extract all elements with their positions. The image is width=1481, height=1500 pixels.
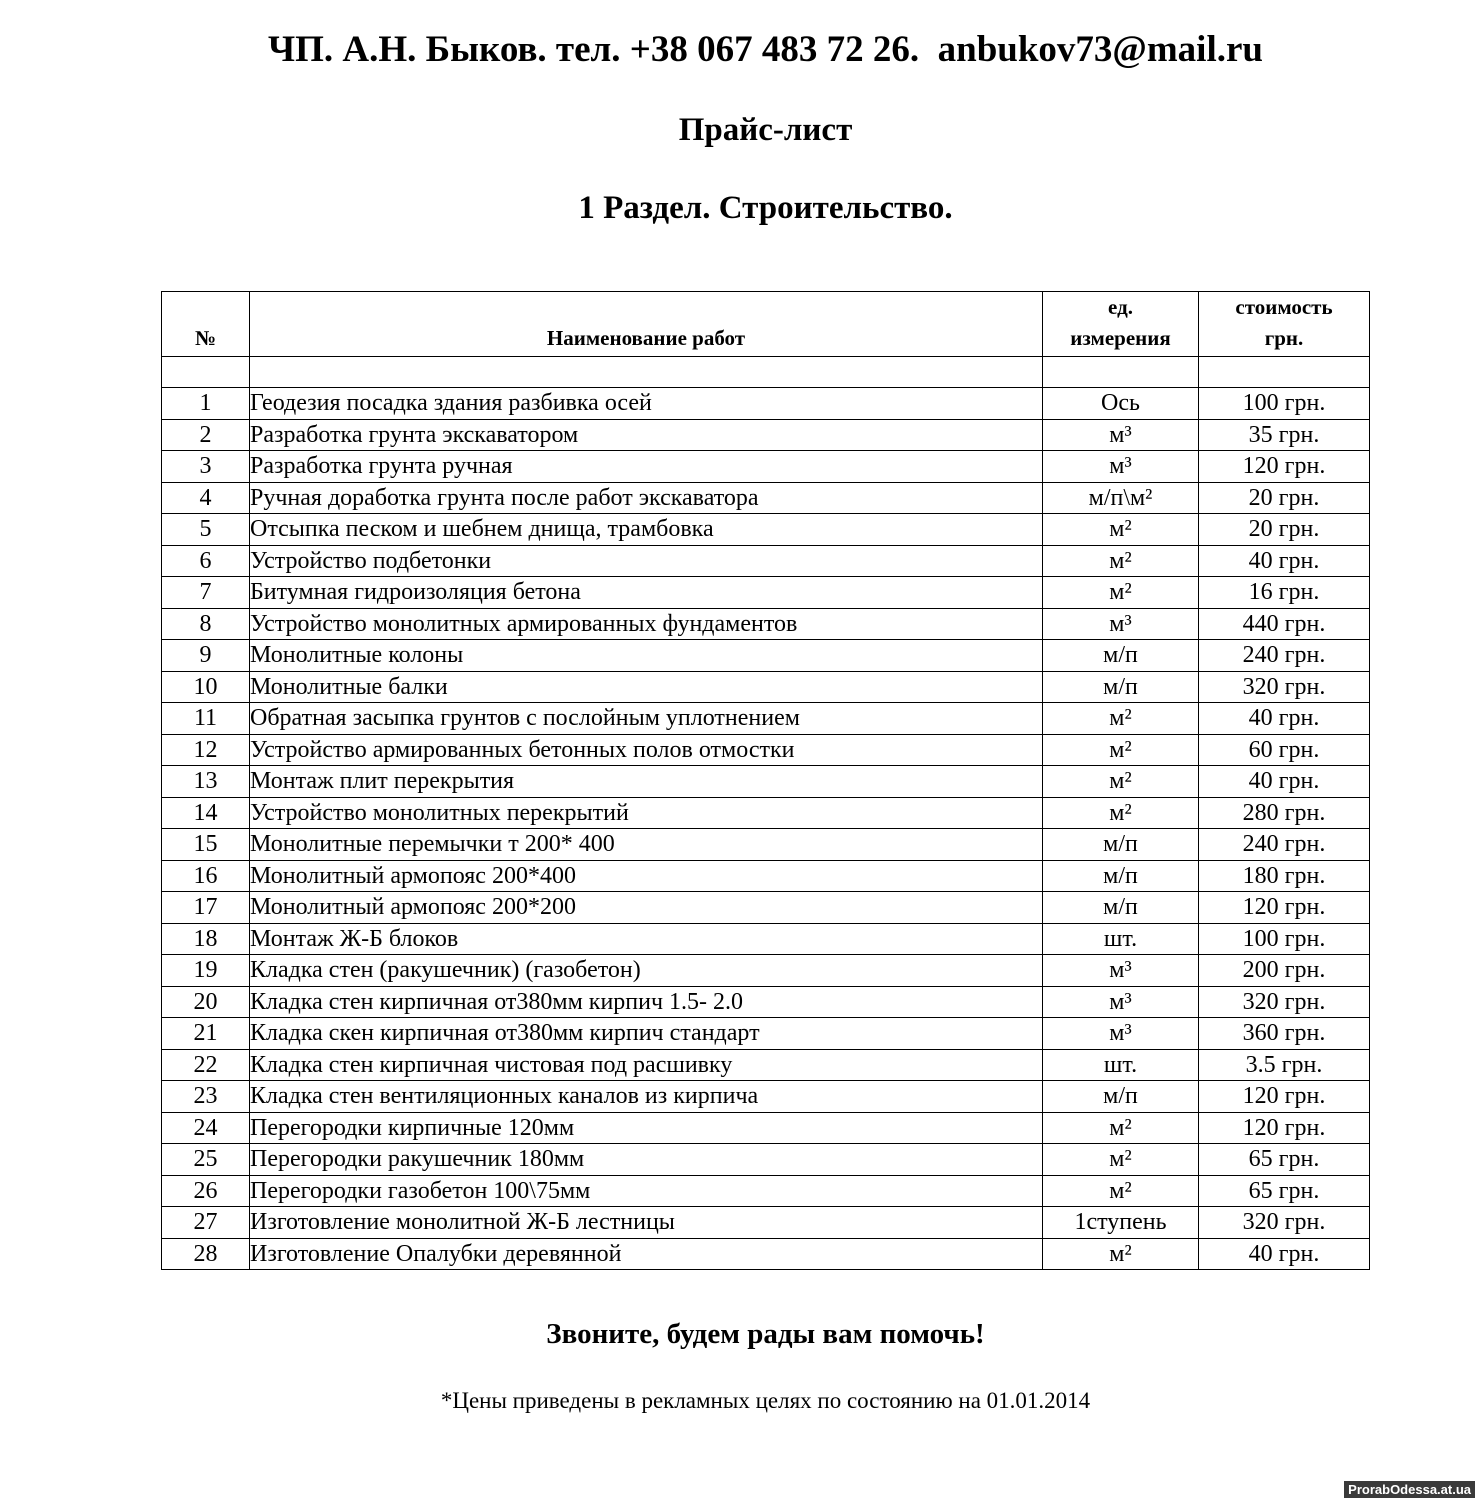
- work-name-cell: Изготовление монолитной Ж-Б лестницы: [250, 1207, 1043, 1239]
- unit-cell: шт.: [1043, 1049, 1199, 1081]
- work-name-cell: Кладка стен кирпичная чистовая под расшивку: [250, 1049, 1043, 1081]
- unit-cell: м²: [1043, 514, 1199, 546]
- row-number-cell: 4: [162, 482, 250, 514]
- table-row: [162, 1238, 1370, 1270]
- row-number-cell: 20: [162, 986, 250, 1018]
- cost-cell: 120 грн.: [1199, 451, 1370, 483]
- unit-cell: м²: [1043, 797, 1199, 829]
- price-date-note: *Цены приведены в рекламных целях по состоянию на 01.01.2014: [440, 1388, 1091, 1413]
- row-number-cell: 13: [162, 766, 250, 798]
- column-header-work-name: Наименование работ: [250, 292, 1043, 357]
- work-name-cell: Отсыпка песком и шебнем днища, трамбовка: [250, 514, 1043, 546]
- cost-cell: 320 грн.: [1199, 986, 1370, 1018]
- work-name-cell: Обратная засыпка грунтов с послойным уплотнением: [250, 703, 1043, 735]
- unit-cell: м²: [1043, 1144, 1199, 1176]
- table-row: [162, 1112, 1370, 1144]
- unit-cell: 1ступень: [1043, 1207, 1199, 1239]
- cost-cell: 120 грн.: [1199, 892, 1370, 924]
- site-watermark: ProrabOdessa.at.ua: [1344, 1481, 1475, 1498]
- row-number-cell: 24: [162, 1112, 250, 1144]
- unit-cell: м/п: [1043, 640, 1199, 672]
- table-row: [162, 1175, 1370, 1207]
- table-row: [162, 955, 1370, 987]
- unit-cell: м/п: [1043, 860, 1199, 892]
- unit-cell: м²: [1043, 703, 1199, 735]
- row-number-cell: 15: [162, 829, 250, 861]
- table-row: [162, 1018, 1370, 1050]
- row-number-cell: 19: [162, 955, 250, 987]
- unit-cell: м²: [1043, 577, 1199, 609]
- table-row: [162, 734, 1370, 766]
- unit-cell: м²: [1043, 734, 1199, 766]
- row-number-cell: 11: [162, 703, 250, 735]
- table-row: [162, 829, 1370, 861]
- table-row: [162, 1049, 1370, 1081]
- table-row: [162, 1081, 1370, 1113]
- unit-cell: м²: [1043, 545, 1199, 577]
- spacer-cell: [250, 357, 1043, 388]
- cost-cell: 20 грн.: [1199, 514, 1370, 546]
- row-number-cell: 12: [162, 734, 250, 766]
- row-number-cell: 28: [162, 1238, 250, 1270]
- work-name-cell: Монолитный армопояс 200*400: [250, 860, 1043, 892]
- cost-cell: 65 грн.: [1199, 1144, 1370, 1176]
- work-name-cell: Устройство монолитных перекрытий: [250, 797, 1043, 829]
- unit-cell: Ось: [1043, 388, 1199, 420]
- row-number-cell: 18: [162, 923, 250, 955]
- table-row: [162, 1144, 1370, 1176]
- unit-cell: м/п: [1043, 671, 1199, 703]
- column-header-cost: [1199, 292, 1370, 357]
- table-row: [162, 640, 1370, 672]
- row-number-cell: 6: [162, 545, 250, 577]
- cost-cell: 100 грн.: [1199, 388, 1370, 420]
- table-row: [162, 797, 1370, 829]
- cost-cell: 20 грн.: [1199, 482, 1370, 514]
- price-table: [161, 291, 1370, 1270]
- spacer-cell: [1043, 357, 1199, 388]
- work-name-cell: Устройство монолитных армированных фундаментов: [250, 608, 1043, 640]
- cost-cell: 100 грн.: [1199, 923, 1370, 955]
- row-number-cell: 27: [162, 1207, 250, 1239]
- work-name-cell: Кладка стен кирпичная от380мм кирпич 1.5- 2.0: [250, 986, 1043, 1018]
- row-number-cell: 3: [162, 451, 250, 483]
- unit-cell: м³: [1043, 955, 1199, 987]
- work-name-cell: Кладка скен кирпичная от380мм кирпич стандарт: [250, 1018, 1043, 1050]
- table-row: [162, 703, 1370, 735]
- cost-cell: 40 грн.: [1199, 1238, 1370, 1270]
- work-name-cell: Перегородки кирпичные 120мм: [250, 1112, 1043, 1144]
- unit-cell: м/п: [1043, 1081, 1199, 1113]
- cost-cell: 16 грн.: [1199, 577, 1370, 609]
- table-row: [162, 892, 1370, 924]
- cost-cell: 360 грн.: [1199, 1018, 1370, 1050]
- table-row: [162, 608, 1370, 640]
- work-name-cell: Монолитный армопояс 200*200: [250, 892, 1043, 924]
- cost-cell: 320 грн.: [1199, 671, 1370, 703]
- work-name-cell: Монтаж плит перекрытия: [250, 766, 1043, 798]
- work-name-cell: Ручная доработка грунта после работ экскаватора: [250, 482, 1043, 514]
- row-number-cell: 21: [162, 1018, 250, 1050]
- row-number-cell: 9: [162, 640, 250, 672]
- document-title: Прайс-лист: [678, 112, 853, 148]
- closing-message: Звоните, будем рады вам помочь!: [546, 1318, 985, 1350]
- unit-cell: м²: [1043, 766, 1199, 798]
- table-row: [162, 860, 1370, 892]
- work-name-cell: Кладка стен вентиляционных каналов из кирпича: [250, 1081, 1043, 1113]
- work-name-cell: Разработка грунта экскаватором: [250, 419, 1043, 451]
- row-number-cell: 25: [162, 1144, 250, 1176]
- work-name-cell: Битумная гидроизоляция бетона: [250, 577, 1043, 609]
- cost-cell: 40 грн.: [1199, 703, 1370, 735]
- cost-cell: 180 грн.: [1199, 860, 1370, 892]
- table-row: [162, 671, 1370, 703]
- table-row: [162, 545, 1370, 577]
- table-row: [162, 388, 1370, 420]
- table-row: [162, 419, 1370, 451]
- unit-cell: м/п: [1043, 829, 1199, 861]
- price-table-body: [162, 357, 1370, 1270]
- row-number-cell: 23: [162, 1081, 250, 1113]
- cost-cell: 280 грн.: [1199, 797, 1370, 829]
- table-row: [162, 514, 1370, 546]
- unit-cell: м³: [1043, 1018, 1199, 1050]
- work-name-cell: Устройство подбетонки: [250, 545, 1043, 577]
- unit-cell: м³: [1043, 986, 1199, 1018]
- column-header-unit-line1: ед.: [1108, 295, 1133, 319]
- cost-cell: 200 грн.: [1199, 955, 1370, 987]
- unit-cell: м²: [1043, 1112, 1199, 1144]
- table-row: [162, 986, 1370, 1018]
- cost-cell: 440 грн.: [1199, 608, 1370, 640]
- unit-cell: м/п\м²: [1043, 482, 1199, 514]
- work-name-cell: Перегородки газобетон 100\75мм: [250, 1175, 1043, 1207]
- work-name-cell: Геодезия посадка здания разбивка осей: [250, 388, 1043, 420]
- cost-cell: 240 грн.: [1199, 640, 1370, 672]
- row-number-cell: 26: [162, 1175, 250, 1207]
- column-header-number: №: [162, 292, 250, 357]
- cost-cell: 40 грн.: [1199, 545, 1370, 577]
- spacer-cell: [162, 357, 250, 388]
- cost-cell: 35 грн.: [1199, 419, 1370, 451]
- unit-cell: шт.: [1043, 923, 1199, 955]
- row-number-cell: 2: [162, 419, 250, 451]
- work-name-cell: Перегородки ракушечник 180мм: [250, 1144, 1043, 1176]
- row-number-cell: 1: [162, 388, 250, 420]
- table-row: [162, 923, 1370, 955]
- cost-cell: 320 грн.: [1199, 1207, 1370, 1239]
- section-title: 1 Раздел. Строительство.: [578, 190, 953, 226]
- column-header-cost-line2: грн.: [1264, 326, 1304, 350]
- row-number-cell: 14: [162, 797, 250, 829]
- cost-cell: 40 грн.: [1199, 766, 1370, 798]
- cost-cell: 3.5 грн.: [1199, 1049, 1370, 1081]
- work-name-cell: Кладка стен (ракушечник) (газобетон): [250, 955, 1043, 987]
- row-number-cell: 7: [162, 577, 250, 609]
- cost-cell: 65 грн.: [1199, 1175, 1370, 1207]
- row-number-cell: 17: [162, 892, 250, 924]
- table-row: [162, 451, 1370, 483]
- table-row: [162, 1207, 1370, 1239]
- cost-cell: 60 грн.: [1199, 734, 1370, 766]
- company-contact-line: ЧП. А.Н. Быков. тел. +38 067 483 72 26. anbukov73@mail.ru: [268, 29, 1263, 70]
- spacer-row: [162, 357, 1370, 388]
- row-number-cell: 8: [162, 608, 250, 640]
- work-name-cell: Устройство армированных бетонных полов отмостки: [250, 734, 1043, 766]
- row-number-cell: 22: [162, 1049, 250, 1081]
- cost-cell: 120 грн.: [1199, 1112, 1370, 1144]
- table-row: [162, 577, 1370, 609]
- unit-cell: м³: [1043, 451, 1199, 483]
- column-header-cost-line1: стоимость: [1235, 295, 1333, 319]
- cost-cell: 120 грн.: [1199, 1081, 1370, 1113]
- work-name-cell: Разработка грунта ручная: [250, 451, 1043, 483]
- row-number-cell: 16: [162, 860, 250, 892]
- unit-cell: м²: [1043, 1238, 1199, 1270]
- work-name-cell: Монолитные колоны: [250, 640, 1043, 672]
- column-header-unit-line2: измерения: [1070, 326, 1171, 350]
- table-row: [162, 766, 1370, 798]
- table-row: [162, 482, 1370, 514]
- work-name-cell: Монолитные балки: [250, 671, 1043, 703]
- work-name-cell: Изготовление Опалубки деревянной: [250, 1238, 1043, 1270]
- row-number-cell: 10: [162, 671, 250, 703]
- row-number-cell: 5: [162, 514, 250, 546]
- work-name-cell: Монтаж Ж-Б блоков: [250, 923, 1043, 955]
- unit-cell: м/п: [1043, 892, 1199, 924]
- spacer-cell: [1199, 357, 1370, 388]
- unit-cell: м²: [1043, 1175, 1199, 1207]
- price-table-header: [162, 292, 1370, 357]
- work-name-cell: Монолитные перемычки т 200* 400: [250, 829, 1043, 861]
- column-header-unit: [1043, 292, 1199, 357]
- unit-cell: м³: [1043, 419, 1199, 451]
- unit-cell: м³: [1043, 608, 1199, 640]
- header-row: [162, 292, 1370, 357]
- cost-cell: 240 грн.: [1199, 829, 1370, 861]
